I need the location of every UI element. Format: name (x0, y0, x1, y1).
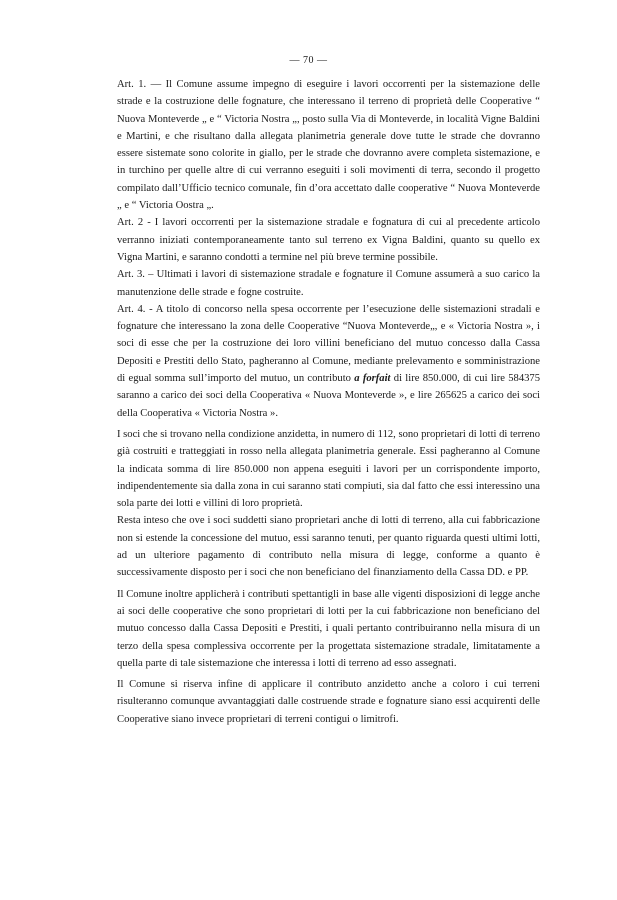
article-3-paragraph: Art. 3. – Ultimati i lavori di sistemazione stradale e fognature il Comune assumerà a suo carico la manutenzione delle strade e fogne costruite. (117, 269, 540, 298)
body-text (117, 76, 540, 728)
article-4-paragraph (117, 301, 540, 422)
a-forfait-emphasis: a forfait (354, 373, 391, 385)
comune-riserva-paragraph: Il Comune si riserva infine di applicare il contributo anzidetto anche a coloro i cui terreni risulteranno comunque avvantaggiati dalle costruende strade e fognature siano essi acquirenti delle Cooperative siano invece proprietari di terreni contigui o limitrofi. (117, 679, 540, 725)
resta-inteso-paragraph: Resta inteso che ove i soci suddetti siano proprietari anche di lotti di terreno, alla cui fabbricazione non si estende la concessione del mutuo, essi saranno tenuti, per quanto riguarda questi ultimi lotti, ad un ulteriore pagamento di contributo nella misura di legge, conforme a quanto è successivamente disposto per i soci che non beneficiano del finanziamento della Cassa DD. e PP. (117, 515, 540, 579)
soci-paragraph: I soci che si trovano nella condizione anzidetta, in numero di 112, sono proprietari di lotti di terreno già costruiti e tratteggiati in rosso nella allegata planimetria generale. Essi pagheranno al Comune la indicata somma di lire 850.000 non appena eseguiti i lavori per un corrispondente importo, indipendentemente sia dalla zona in cui saranno stati compiuti, sia dal fatto che essi interessino una sola parte dei lotti e villini di loro proprietà. (117, 428, 540, 510)
page-number: — 70 — (289, 55, 328, 66)
article-4-text-before: Art. 4. - A titolo di concorso nella spesa occorrente per l’esecuzione delle sistemazioni stradali e fognature che interessano la zona delle Cooperative “Nuova Monteverde„, e « Victoria Nostra », i soci di esse che per la costruzione dei loro villini beneficiano del mutuo concesso dalla Cassa Depositi e Prestiti dello Stato, pagheranno al Comune, mediante prelevamento e somministrazione di egual somma sull’importo del mutuo, un contributo (117, 303, 540, 385)
article-1-paragraph: Art. 1. — Il Comune assume impegno di eseguire i lavori occorrenti per la sistemazione delle strade e la costruzione delle fognature, che interessano il terreno di proprietà delle Cooperative “ Nuova Monteverde „ e “ Victoria Nostra „, posto sulla Via di Monteverde, in località Vigne Baldini e Martini, e che risultano dalla allegata planimetria generale dove tutte le strade che dovranno essere sistemate sono colorite in giallo, per le strade che dovranno avere completa sistemazione, e in turchino per quelle altre di cui verranno eseguiti i soli movimenti di terra, secondo il progetto compilato dall’Ufficio tecnico comunale, fin d’ora accettato dalle cooperative “ Nuova Monteverde „ e “ Victoria Oostra „. (117, 79, 540, 212)
article-2-paragraph: Art. 2 - I lavori occorrenti per la sistemazione stradale e fognatura di cui al precedente articolo verranno iniziati contemporaneamente tanto sul terreno ex Vigna Baldini, quanto su quello ex Vigna Martini, e saranno condotti a termine nel più breve termine possibile. (117, 217, 540, 263)
article-4-text-after: di lire 850.000, di cui lire 584375 saranno a carico dei soci della Cooperativa « Nuova Monteverde », e lire 265625 a carico dei soci della Cooperativa « Victoria Nostra ». (117, 373, 541, 419)
comune-inoltre-paragraph: Il Comune inoltre applicherà i contributi spettantigli in base alle vigenti disposizioni di legge anche ai soci delle cooperative che sono proprietari di lotti per la cui fabbricazione non beneficiano del mutuo concesso dalla Cassa Depositi e Prestiti, i quali pertanto contribuiranno nella misura di un terzo della spesa complessiva occorrente per la progettata sistemazione stradale, limitatamente a quella parte di tale sistemazione che interessa i lotti di terreno ad esso assegnati. (117, 588, 540, 669)
